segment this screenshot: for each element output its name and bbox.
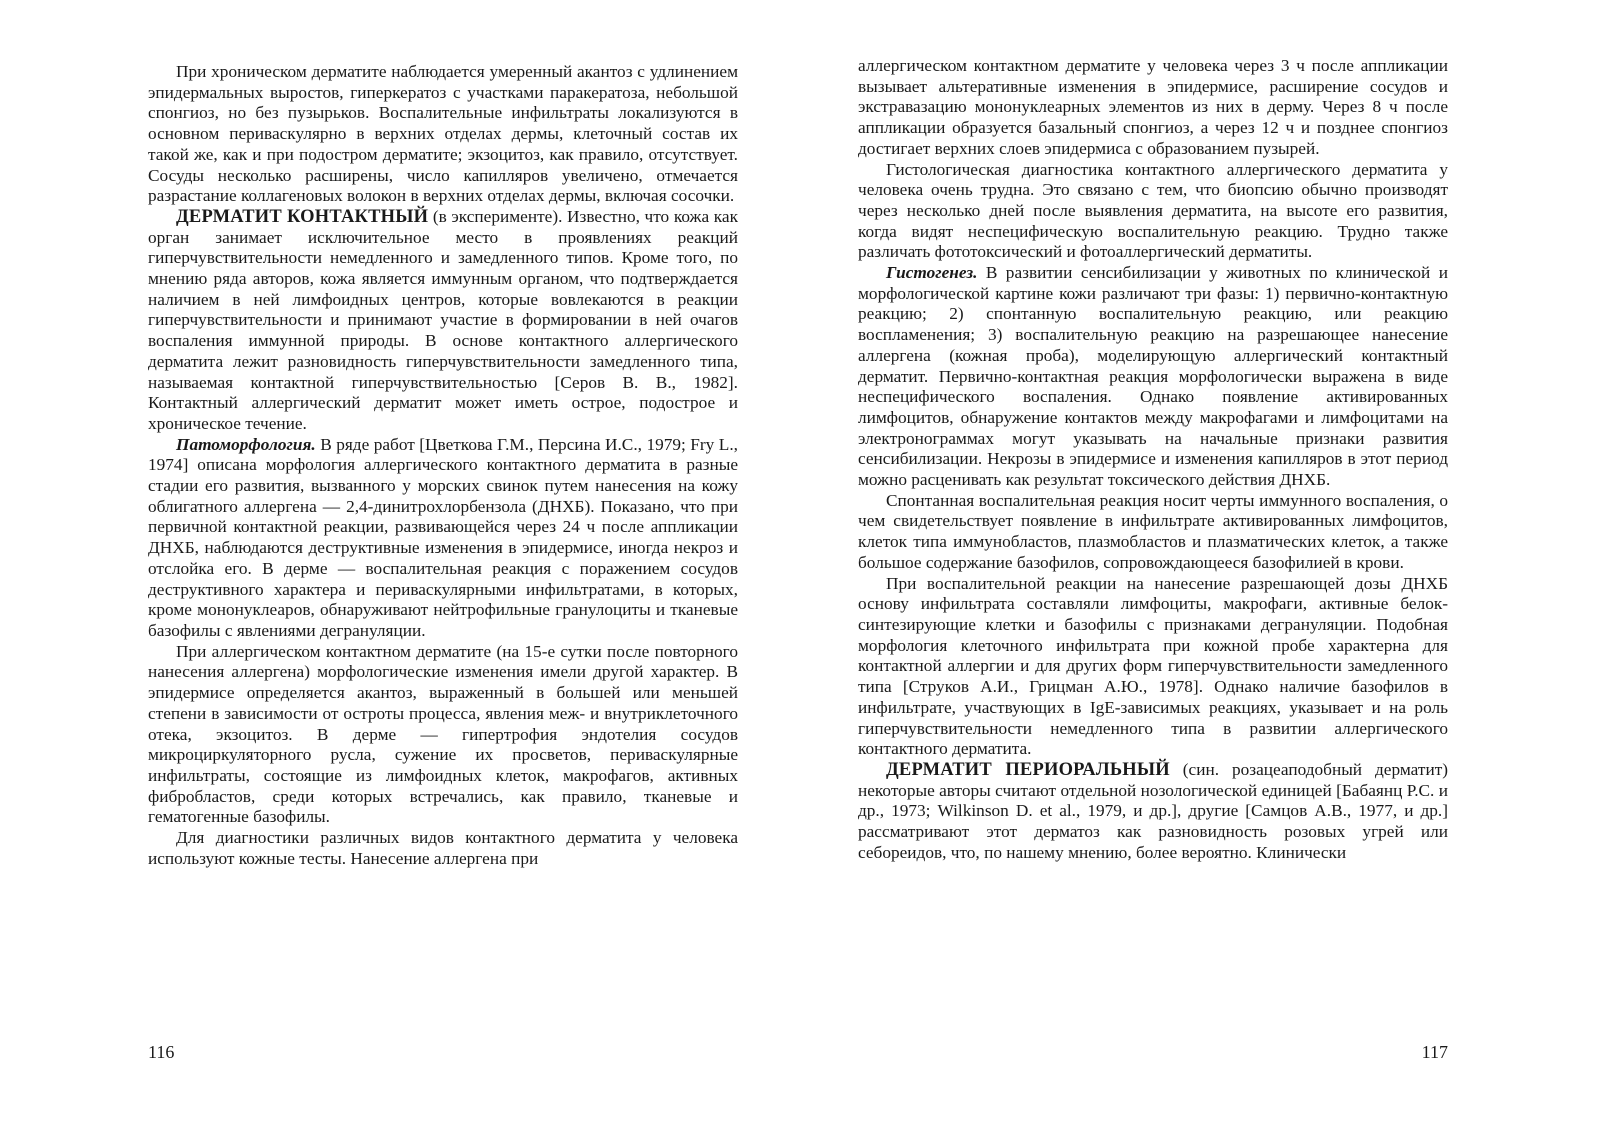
section-heading: ДЕРМАТИТ ПЕРИОРАЛЬНЫЙ — [886, 759, 1170, 780]
paragraph-text: В ряде работ [Цветкова Г.М., Персина И.С., 1979; Fry L., 1974] описана морфология аллергического контактного дерматита в разные стадии его развития, вызванного у морских свинок путем нанесения на кожу облигатного аллергена — 2,4-динитрохлорбензола (ДНХБ). Показано, что при первичной контактной реакции, развивающейся через 24 ч после аппликации ДНХБ, наблюдаются деструктивные изменения в эпидермисе, иногда некроз и отслойка его. В дерме — воспалительная реакция с поражением сосудов деструктивного характера и периваскулярными инфильтратами, в которых, кроме мононуклеаров, обнаруживают нейтрофильные гранулоциты и тканевые базофилы с явлениями дегрануляции. — [148, 434, 738, 640]
page-number: 116 — [148, 1042, 175, 1062]
paragraph-text: В развитии сенсибилизации у животных по клинической и морфологической картине кожи различают три фазы: 1) первично-контактную реакцию; 2) спонтанную воспалительную реакцию, или реакцию воспламенения; 3) воспалительную реакцию на разрешающее нанесение аллергена (кожная проба), моделирующую аллергический контактный дерматит. Первично-контактная реакция морфологически выражена в виде неспецифического воспаления. Однако появление активированных лимфоцитов, обнаружение контактов между макрофагами и лимфоцитами на электронограммах могут указывать на начальные признаки развития сенсибилизации. Некрозы в эпидермисе и изменения капилляров в этот период можно расценивать как результат токсического действия ДНХБ. — [858, 263, 1448, 490]
paragraph-text: (в эксперименте). Известно, что кожа как орган занимает исключительное место в проявлениях реакций гиперчувствительности немедленного и замедленного типов. Кроме того, по мнению ряда авторов, кожа является иммунным органом, что подтверждается наличием в ней лимфоидных центров, которые вовлекаются в реакции гиперчувствительности и принимают участие в формировании в ней очагов воспаления иммунной природы. В основе контактного аллергического дерматита лежит разновидность гиперчувствительности замедленного типа, называемая контактной гиперчувствительностью [Серов В. В., 1982]. Контактный аллергический дерматит может иметь острое, подострое и хроническое течение. — [148, 206, 738, 433]
paragraph-text: При воспалительной реакции на нанесение разрешающей дозы ДНХБ основу инфильтрата составляли лимфоциты, макрофаги, активные белок-синтезирующие клетки и базофилы с признаками дегрануляции. Подобная морфология клеточного инфильтрата при кожной пробе характерна для контактной аллергии и для других форм гиперчувствительности замедленного типа [Струков А.И., Грицман А.Ю., 1978]. Однако наличие базофилов в инфильтрате, участвующих в IgE-зависимых реакциях, указывает и на роль гиперчувствительности немедленного типа в развитии аллергического контактного дерматита. — [858, 573, 1448, 759]
paragraph-histological-diagnosis — [858, 160, 1448, 264]
paragraph-diagnostics — [148, 828, 738, 869]
paragraph-pathomorphology — [148, 435, 738, 642]
paragraph-text: Для диагностики различных видов контактного дерматита у человека используют кожные тесты. Нанесение аллергена при — [148, 828, 738, 868]
paragraph-perioral-dermatitis — [858, 760, 1448, 864]
paragraph-allergic-contact — [148, 642, 738, 828]
paragraph-text: Гистологическая диагностика контактного аллергического дерматита у человека очень трудна. Это связано с тем, что биопсию обычно производят через несколько дней после выявления дерматита, на высоте его развития, когда видят неспецифическую воспалительную реакцию. Трудно также различать фототоксический и фотоаллергический дерматиты. — [858, 159, 1448, 262]
left-page — [148, 0, 738, 1132]
subsection-heading: Гистогенез. — [886, 263, 978, 283]
paragraph-contact-dermatitis — [148, 207, 738, 435]
right-page — [858, 0, 1448, 1132]
paragraph-continuation — [858, 56, 1448, 160]
page-number: 117 — [1421, 1042, 1448, 1062]
paragraph-text: При хроническом дерматите наблюдается умеренный акантоз с удлинением эпидермальных выростов, гиперкератоз с участками паракератоза, небольшой спонгиоз, но без пузырьков. Воспалительные инфильтраты локализуются в основном периваскулярно в верхних отделах дермы, клеточный состав их такой же, как и при подостром дерматите; экзоцитоз, как правило, отсутствует. Сосуды несколько расширены, число капилляров увеличено, отмечается разрастание коллагеновых волокон в верхних отделах дермы, включая сосочки. — [148, 62, 738, 206]
paragraph-text: Спонтанная воспалительная реакция носит черты иммунного воспаления, о чем свидетельствует появление в инфильтрате активированных лимфоцитов, клеток типа иммунобластов, плазмобластов и плазматических клеток, а также большое содержание базофилов, сопровождающееся базофилией в крови. — [858, 490, 1448, 572]
paragraph-chronic-dermatitis — [148, 62, 738, 207]
paragraph-inflammatory-reaction — [858, 574, 1448, 760]
paragraph-text: При аллергическом контактном дерматите (на 15-е сутки после повторного нанесения аллергена) морфологические изменения имели другой характер. В эпидермисе определяется акантоз, выраженный в большей или меньшей степени в зависимости от остроты процесса, явления меж- и внутриклеточного отека, экзоцитоз. В дерме — гипертрофия эндотелия сосудов микроциркуляторного русла, сужение их просветов, периваскулярные инфильтраты, состоящие из лимфоидных клеток, макрофагов, активных фибробластов, среди которых встречались, как правило, тканевые и гематогенные базофилы. — [148, 641, 738, 827]
paragraph-text: (син. розацеаподобный дерматит) некоторые авторы считают отдельной нозологической единицей [Бабаянц Р.С. и др., 1973; Wilkinson D. et al., 1979, и др.], другие [Самцов А.В., 1977, и др.] рассматривают этот дерматоз как разновидность розовых угрей или себореидов, что, по нашему мнению, более вероятно. Клинически — [858, 759, 1448, 862]
left-page-text — [148, 62, 738, 869]
right-page-text — [858, 56, 1448, 863]
subsection-heading: Патоморфология. — [176, 434, 316, 454]
section-heading: ДЕРМАТИТ КОНТАКТНЫЙ — [176, 206, 429, 227]
paragraph-histogenesis — [858, 263, 1448, 491]
paragraph-spontaneous-reaction — [858, 491, 1448, 574]
paragraph-text: аллергическом контактном дерматите у человека через 3 ч после аппликации вызывает альтеративные изменения в эпидермисе, расширение сосудов и экстравазацию мононуклеарных элементов из них в дерму. Через 8 ч после аппликации образуется базальный спонгиоз, а через 12 ч и позднее спонгиоз достигает верхних слоев эпидермиса с образованием пузырей. — [858, 56, 1448, 158]
